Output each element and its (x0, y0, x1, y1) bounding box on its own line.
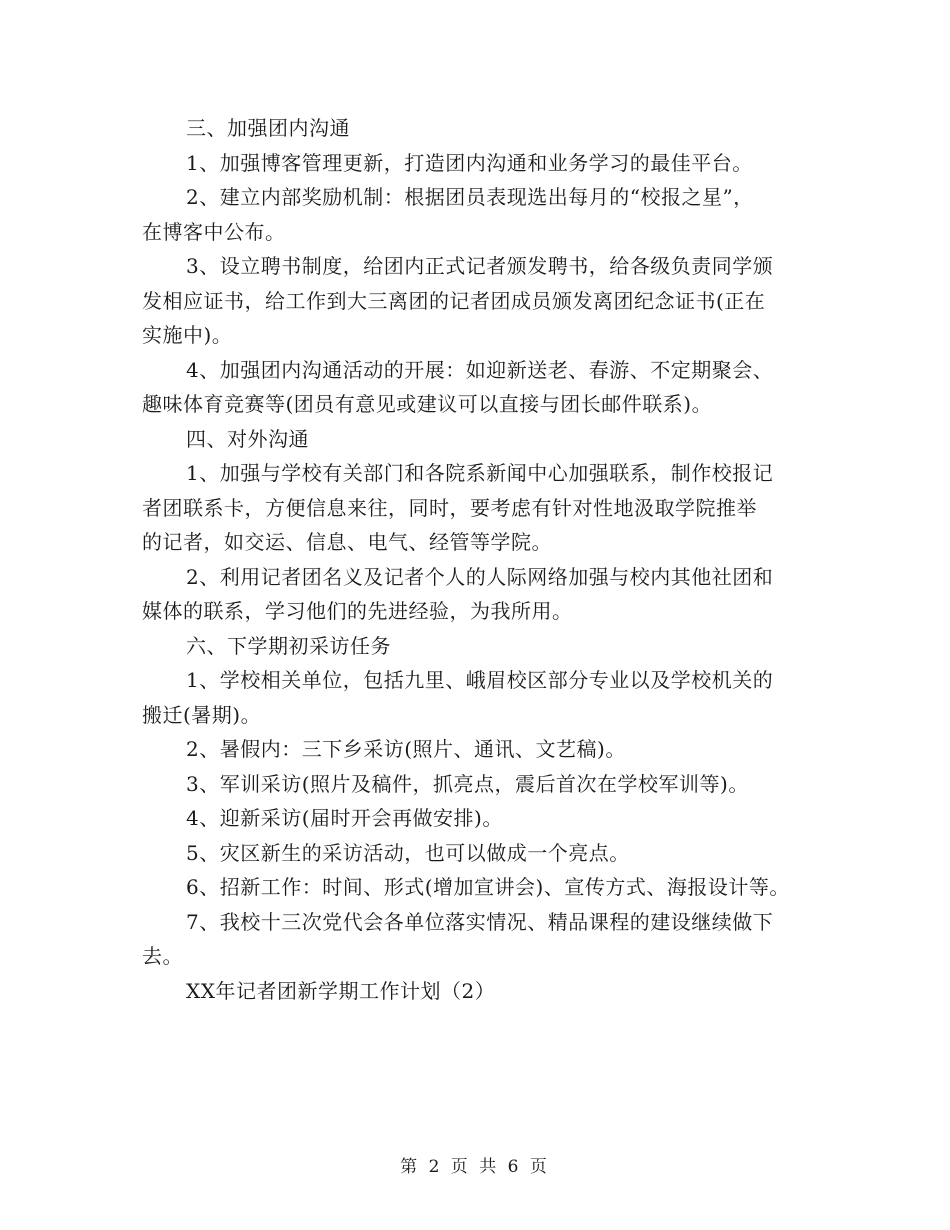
section-heading: 六、下学期初采访任务 (186, 633, 391, 658)
document-body (142, 111, 812, 1008)
paragraph-line: 媒体的联系，学习他们的先进经验，为我所用。 (142, 599, 573, 623)
section-heading: 三、加强团内沟通 (186, 116, 350, 140)
paragraph-line: 4、迎新采访(届时开会再做安排)。 (186, 806, 503, 830)
paragraph-line: 搬迁(暑期)。 (142, 702, 262, 727)
paragraph-line: 1、加强博客管理更新，打造团内沟通和业务学习的最佳平台。 (186, 150, 753, 175)
paragraph-line: 1、学校相关单位，包括九里、峨眉校区部分专业以及学校机关的 (186, 668, 774, 692)
document-subtitle: XX年记者团新学期工作计划（2） (186, 978, 496, 1003)
paragraph-line: 5、灾区新生的采访活动，也可以做成一个亮点。 (186, 840, 630, 865)
paragraph-line: 7、我校十三次党代会各单位落实情况、精品课程的建设继续做下 (186, 909, 774, 934)
section-heading: 四、对外沟通 (186, 426, 309, 451)
paragraph-line: 4、加强团内沟通活动的开展：如迎新送老、春游、不定期聚会、 (186, 357, 774, 382)
paragraph-line: 的记者，如交运、信息、电气、经管等学院。 (142, 530, 552, 554)
paragraph-line: 发相应证书，给工作到大三离团的记者团成员颁发离团纪念证书(正在 (142, 288, 766, 313)
paragraph-line: 趣味体育竞赛等(团员有意见或建议可以直接与团长邮件联系)。 (142, 392, 713, 416)
paragraph-line: 6、招新工作：时间、形式(增加宣讲会)、宣传方式、海报设计等。 (186, 875, 790, 899)
paragraph-line: 2、建立内部奖励机制：根据团员表现选出每月的“校报之星”， (186, 185, 754, 209)
paragraph-line: 1、加强与学校有关部门和各院系新闻中心加强联系，制作校报记 (186, 461, 774, 485)
paragraph-line: 2、暑假内：三下乡采访(照片、通讯、文艺稿)。 (186, 737, 626, 761)
paragraph-line: 2、利用记者团名义及记者个人的人际网络加强与校内其他社团和 (186, 564, 774, 589)
paragraph-line: 3、设立聘书制度，给团内正式记者颁发聘书，给各级负责同学颁 (186, 254, 774, 278)
page-number-footer: 第 2 页 共 6 页 (400, 1157, 550, 1177)
paragraph-line: 实施中)。 (142, 323, 233, 347)
paragraph-line: 者团联系卡，方便信息来往，同时，要考虑有针对性地汲取学院推举 (142, 495, 757, 520)
paragraph-line: 在博客中公布。 (142, 219, 286, 244)
paragraph-line: 3、军训采访(照片及稿件，抓亮点，震后首次在学校军训等)。 (186, 771, 749, 796)
paragraph-line: 去。 (142, 944, 183, 968)
